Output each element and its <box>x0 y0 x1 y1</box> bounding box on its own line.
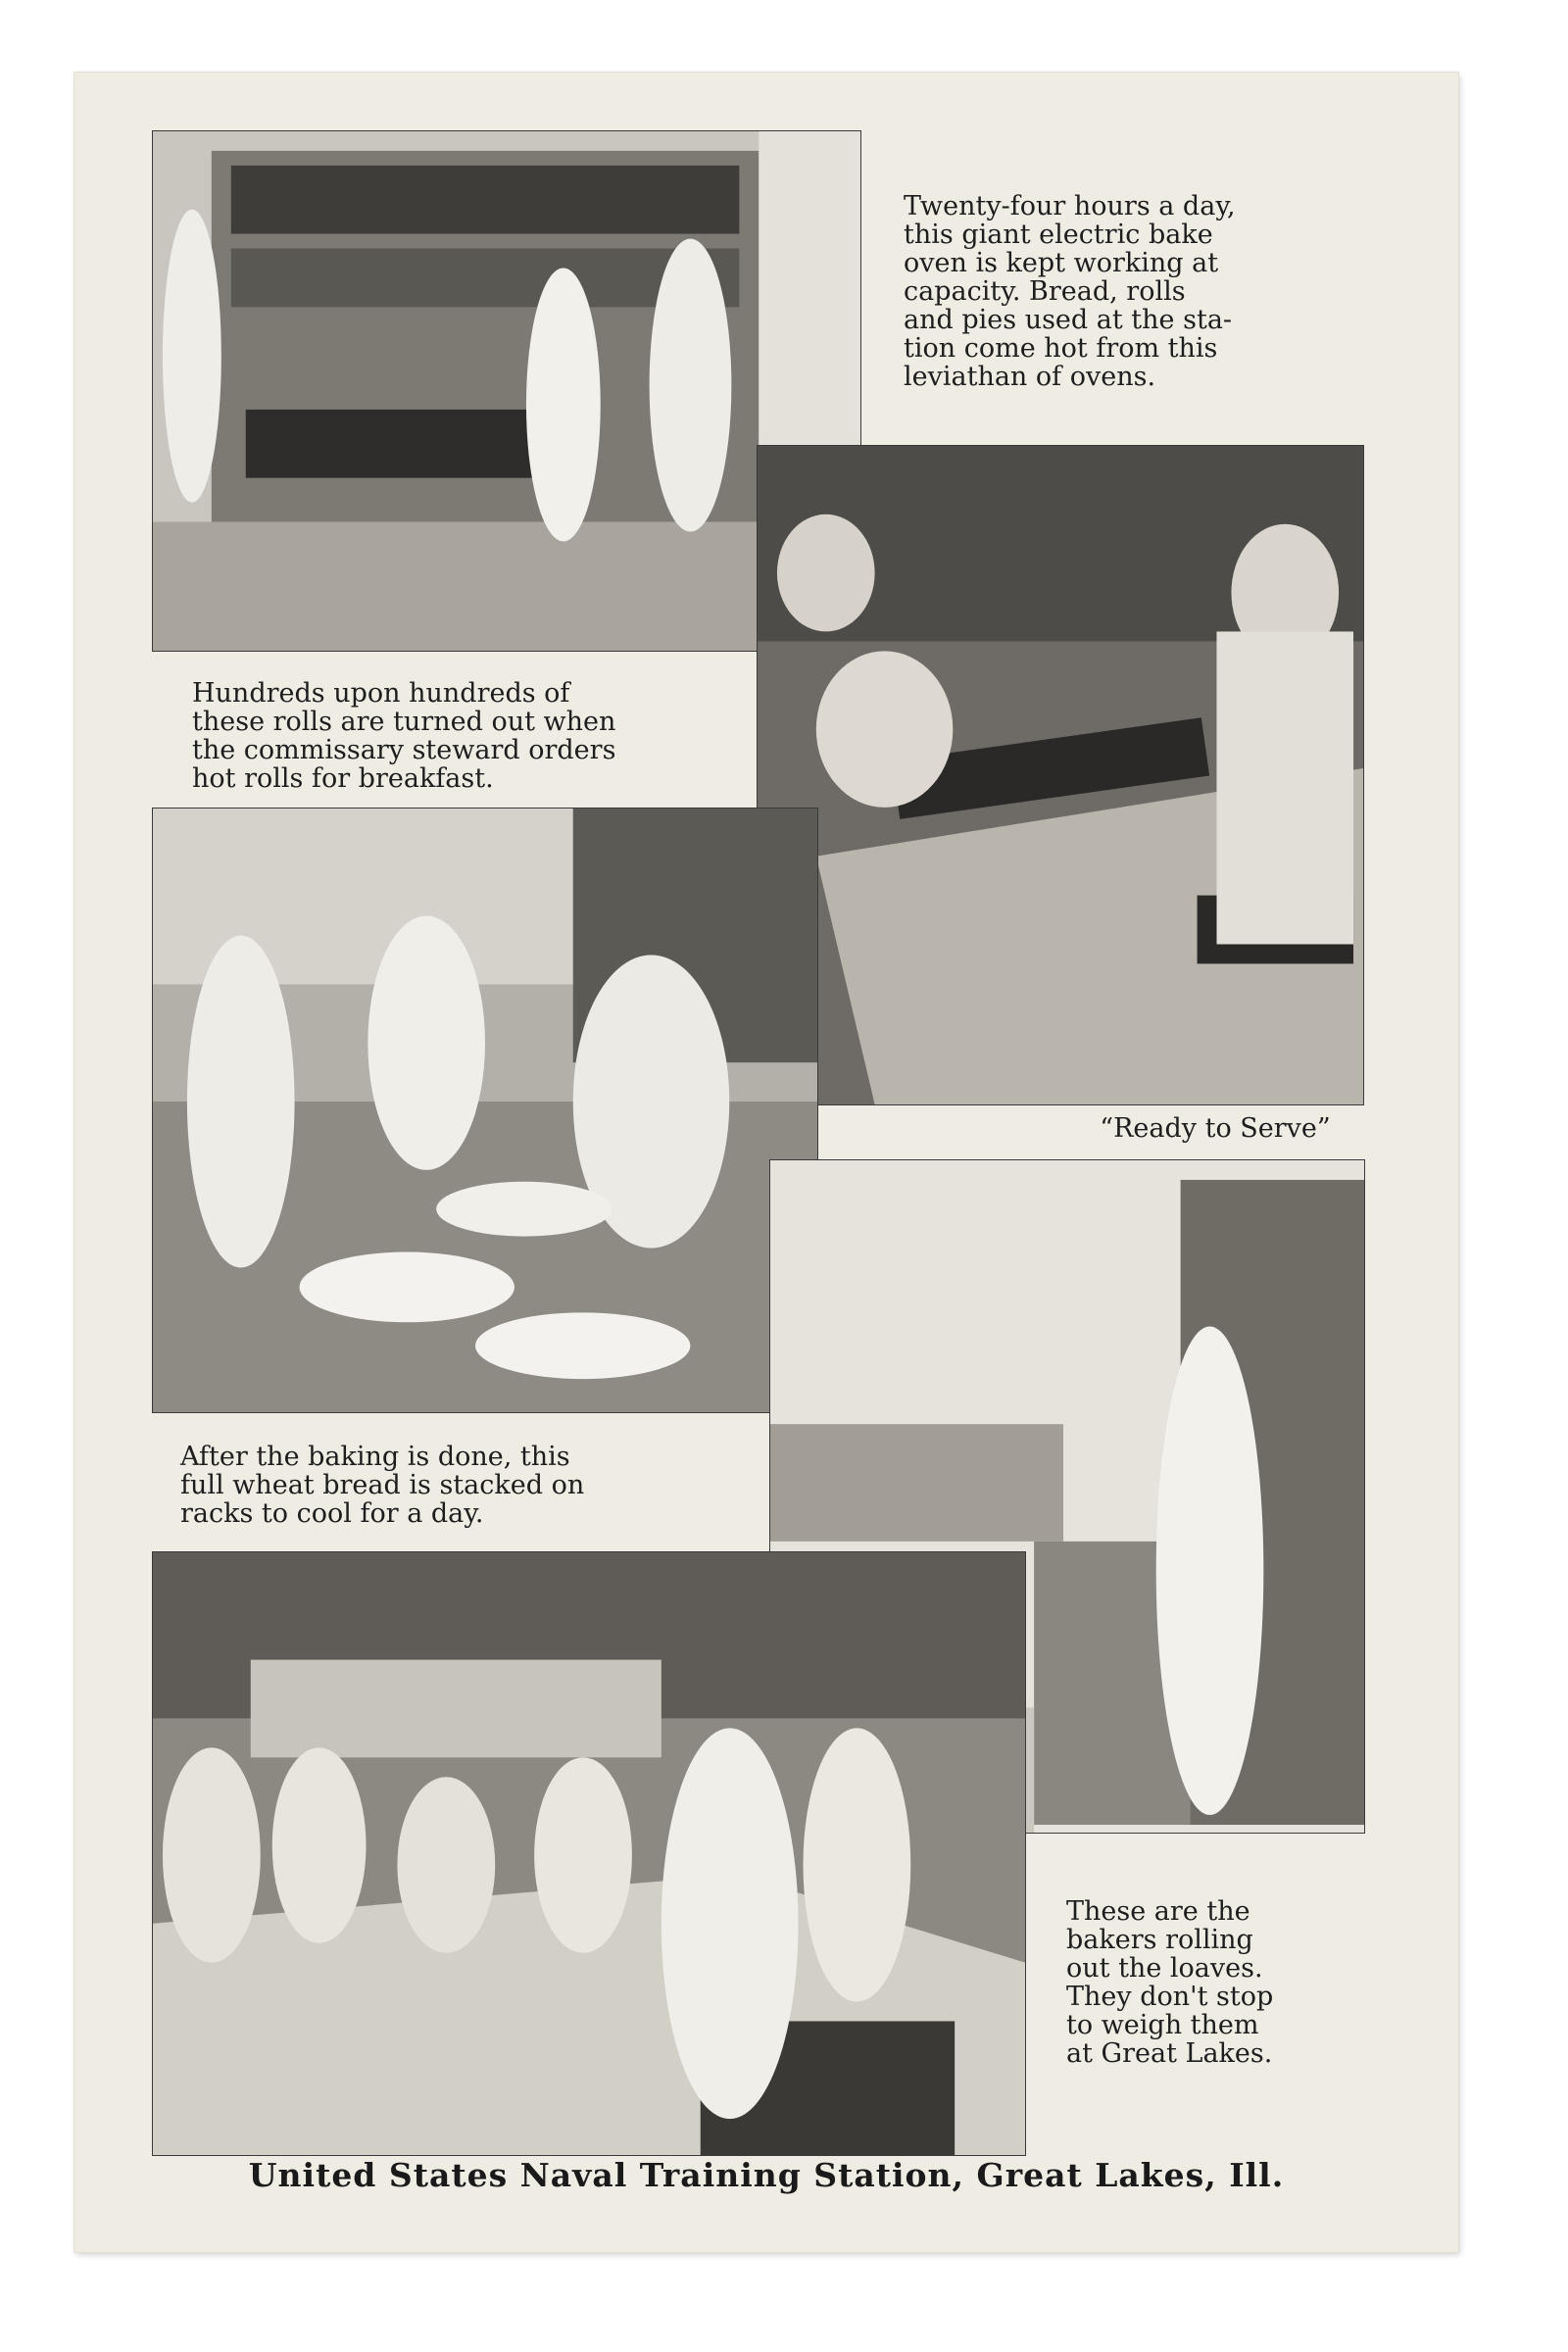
caption-line: to weigh them <box>1066 2010 1259 2040</box>
caption-line: at Great Lakes. <box>1066 2038 1273 2069</box>
photo-bakers-rolling <box>152 1551 1026 2156</box>
caption-line: These are the <box>1066 1896 1250 1927</box>
caption-line: these rolls are turned out when <box>192 707 616 737</box>
caption-line: out the loaves. <box>1066 1953 1263 1984</box>
caption-line: this giant electric bake <box>904 220 1213 250</box>
photo-hot-rolls <box>757 445 1364 1105</box>
footer-title: United States Naval Training Station, Great Lakes, Ill. <box>248 2156 1285 2194</box>
photo-pies <box>152 808 818 1413</box>
caption-oven <box>904 192 1327 391</box>
caption-line: tion come hot from this <box>904 333 1218 364</box>
caption-line: oven is kept working at <box>904 248 1219 278</box>
caption-line: Hundreds upon hundreds of <box>192 678 570 709</box>
caption-rolls <box>192 679 715 793</box>
photo-electric-oven <box>152 130 861 652</box>
caption-line: and pies used at the sta- <box>904 305 1233 335</box>
caption-line: bakers rolling <box>1066 1925 1253 1955</box>
caption-line: leviathan of ovens. <box>904 362 1156 392</box>
caption-line: racks to cool for a day. <box>180 1498 484 1529</box>
caption-line: capacity. Bread, rolls <box>904 276 1186 307</box>
caption-line: hot rolls for breakfast. <box>192 763 494 794</box>
caption-line: the commissary steward orders <box>192 735 616 765</box>
caption-ready-to-serve: “Ready to Serve” <box>1100 1113 1331 1144</box>
caption-line: Twenty-four hours a day, <box>904 191 1236 221</box>
caption-line: full wheat bread is stacked on <box>180 1470 585 1500</box>
caption-bakers <box>1066 1897 1329 2068</box>
caption-line: After the baking is done, this <box>180 1442 570 1472</box>
caption-bread <box>180 1443 731 1528</box>
caption-line: They don't stop <box>1066 1982 1274 2012</box>
